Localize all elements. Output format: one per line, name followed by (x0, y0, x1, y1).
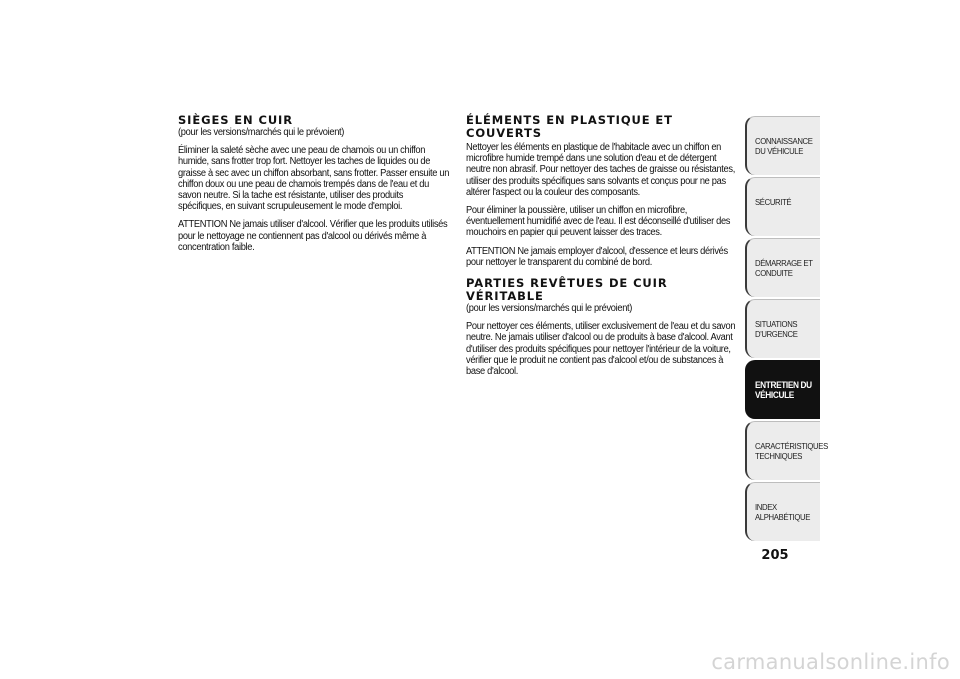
watermark: carmanualsonline.info (711, 650, 950, 674)
section-subtitle: (pour les versions/marchés qui le prévoient) (466, 303, 633, 315)
right-column (466, 114, 736, 377)
left-column (178, 114, 450, 253)
tab-label: DÉMARRAGE ET CONDUITE (755, 258, 813, 278)
warning-paragraph: ATTENTION Ne jamais employer d'alcool, d'essence et leurs dérivés pour nettoyer le transparent du combiné de bord. (466, 245, 728, 268)
page-number: 205 (761, 548, 789, 563)
tab-emergency[interactable] (745, 299, 820, 358)
warning-paragraph: ATTENTION Ne jamais utiliser d'alcool. Vérifier que les produits utilisés pour le nettoyage ne contiennent pas d'alcool ou dérivés même à concentration faible. (178, 219, 448, 253)
tab-safety[interactable] (745, 177, 820, 236)
tab-maintenance[interactable] (745, 360, 820, 419)
tab-index[interactable] (745, 482, 820, 541)
paragraph: Pour éliminer la poussière, utiliser un chiffon en microfibre, éventuellement humidifié avec de l'eau. Il est déconseillé d'utiliser des mouchoirs en papier qui peuvent laisser des traces. (466, 205, 731, 239)
paragraph: Pour nettoyer ces éléments, utiliser exclusivement de l'eau et du savon neutre. Ne jamais utiliser d'alcool ou de produits à base d'alcool. Avant d'utiliser des produits spécifiques pour nettoyer l'intérieur de la voiture, vérifier que le produit ne contient pas d'alcool et/ou de substances à base d'alcool. (466, 321, 736, 378)
tab-label: CARACTÉRISTIQUES TECHNIQUES (755, 441, 828, 461)
tab-starting-driving[interactable] (745, 238, 820, 297)
tab-technical-specs[interactable] (745, 421, 828, 480)
chapter-tabs (745, 116, 828, 543)
section-heading-genuine-leather: PARTIES REVÊTUES DE CUIR VÉRITABLE (466, 276, 668, 304)
tab-label: CONNAISSANCE DU VÉHICULE (755, 136, 813, 156)
section-heading-plastic-parts: ÉLÉMENTS EN PLASTIQUE ET COUVERTS (466, 113, 673, 140)
tab-label: INDEX ALPHABÉTIQUE (755, 502, 810, 522)
tab-label: SITUATIONS D'URGENCE (755, 319, 798, 339)
paragraph: Éliminer la saleté sèche avec une peau de chamois ou un chiffon humide, sans frotter trop fort. Nettoyer les taches de liquides ou de graisse à sec avec un chiffon absorbant, sans frotter. Passer ensuite un chiffon doux ou une peau de chamois trempés dans de l'eau et du savon neutre. Si la tache est résistante, utiliser des produits spécifiques, en suivant scrupuleusement le mode d'emploi. (178, 145, 450, 213)
section-subtitle: (pour les versions/marchés qui le prévoient) (178, 127, 345, 138)
tab-label: ENTRETIEN DU VÉHICULE (755, 380, 812, 400)
tab-label: SÉCURITÉ (755, 197, 792, 207)
paragraph: Nettoyer les éléments en plastique de l'habitacle avec un chiffon en microfibre humide trempé dans une solution d'eau et de détergent neutre non abrasif. Pour nettoyer des taches de graisse ou résistantes, utiliser des produits spécifiques sans solvants et conçus pour ne pas altérer l'aspect ou la couleur des composants. (466, 142, 735, 198)
tab-vehicle-knowledge[interactable] (745, 116, 820, 175)
section-heading-leather-seats: SIÈGES EN CUIR (178, 113, 293, 127)
